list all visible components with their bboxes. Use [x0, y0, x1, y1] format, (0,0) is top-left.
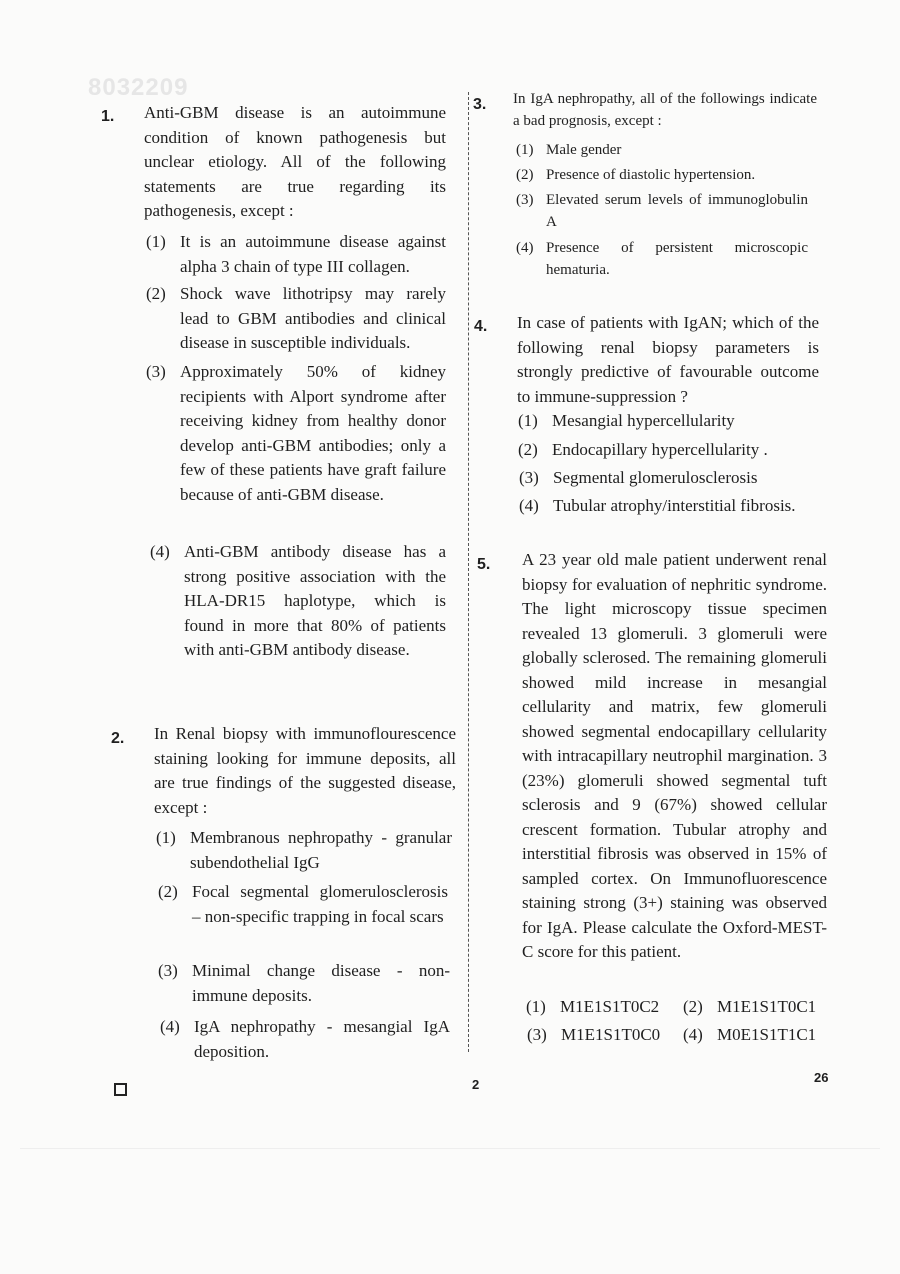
question-4-stem: In case of patients with IgAN; which of the following renal biopsy parameters is strongly predictive of favourable outcome to immune-suppression ? — [517, 313, 819, 406]
question-1-option-3 — [146, 360, 446, 507]
question-2-option-1 — [156, 826, 452, 875]
question-3-option-1 — [516, 139, 812, 161]
option-number: (4) — [160, 1017, 180, 1036]
question-1-option-2 — [146, 282, 446, 356]
option-number: (4) — [150, 542, 170, 561]
faint-stamp: 8032209 — [88, 74, 189, 101]
question-5-option-1 — [526, 995, 686, 1020]
question-3-stem: In IgA nephropathy, all of the followings indicate a bad prognosis, except : — [513, 91, 817, 129]
option-text: Segmental glomerulosclerosis — [553, 468, 758, 487]
option-text: Shock wave lithotripsy may rarely lead to GBM antibodies and clinical disease in susceptible individuals. — [180, 284, 446, 352]
option-number: (2) — [518, 440, 538, 459]
question-4-option-1 — [518, 409, 818, 434]
option-number: (1) — [156, 828, 176, 847]
option-text: Elevated serum levels of immunoglobulin A — [546, 192, 808, 230]
option-number: (3) — [146, 362, 166, 381]
option-number: (1) — [518, 411, 538, 430]
option-text: It is an autoimmune disease against alpha 3 chain of type III collagen. — [180, 232, 446, 276]
option-number: (3) — [527, 1025, 547, 1044]
option-text: Membranous nephropathy - granular subendothelial IgG — [190, 828, 452, 872]
option-number: (2) — [146, 284, 166, 303]
option-text: Approximately 50% of kidney recipients with Alport syndrome after receiving kidney from healthy donor develop anti-GBM antibodies; only a few of these patients have graft failure because of anti-GBM disease. — [180, 362, 446, 504]
page-number-right: 26 — [814, 1070, 829, 1085]
question-2-number: 2. — [111, 730, 125, 747]
question-5-stem: A 23 year old male patient underwent renal biopsy for evaluation of nephritic syndrome. The light microscopy tissue specimen revealed 13 glomeruli. 3 glomeruli were globally sclerosed. The remaining glomeruli showed mild increase in mesangial cellularity and matrix, few glomeruli showed segmental endocapillary cellularity with intracapillary neutrophil margination. 3 (23%) glomeruli showed segmental tuft sclerosis and 9 (67%) showed cellular crescent formation. Tubular atrophy and interstitial fibrosis was observed in 15% of sampled cortex. On Immunofluorescence staining strong (3+) staining was observed for IgA. Please calculate the Oxford-MEST-C score for this patient. — [522, 550, 827, 961]
question-4-option-2 — [518, 438, 818, 463]
question-3-option-4 — [516, 237, 808, 281]
page-number-center: 2 — [472, 1077, 480, 1092]
option-text: Anti-GBM antibody disease has a strong positive association with the HLA-DR15 haplotype, which is found in more that 80% of patients with anti-GBM antibody disease. — [184, 542, 446, 659]
option-number: (3) — [158, 961, 178, 980]
option-number: (4) — [519, 496, 539, 515]
option-text: Minimal change disease - non-immune deposits. — [192, 961, 450, 1005]
question-3-option-2 — [516, 164, 812, 186]
option-number: (2) — [516, 167, 534, 183]
question-5-option-4 — [683, 1023, 833, 1048]
column-divider — [468, 92, 469, 1052]
option-number: (1) — [526, 997, 546, 1016]
option-text: Endocapillary hypercellularity . — [552, 440, 768, 459]
option-number: (1) — [146, 232, 166, 251]
question-2-option-2 — [158, 880, 448, 929]
option-number: (3) — [516, 192, 534, 208]
option-text: M1E1S1T0C0 — [561, 1025, 661, 1044]
option-text: Mesangial hypercellularity — [552, 411, 735, 430]
question-1-number: 1. — [101, 108, 115, 125]
option-text: M1E1S1T0C2 — [560, 997, 660, 1016]
page-marker-square — [114, 1083, 127, 1096]
option-text: Presence of persistent microscopic hematuria. — [546, 240, 808, 278]
scan-artifact-line — [20, 1148, 880, 1149]
option-text: Male gender — [546, 142, 622, 158]
option-text: M0E1S1T1C1 — [717, 1025, 817, 1044]
option-number: (1) — [516, 142, 534, 158]
question-5-option-2 — [683, 995, 833, 1020]
question-4-option-3 — [519, 466, 819, 491]
question-3-option-3 — [516, 189, 808, 233]
question-1-option-1 — [146, 230, 446, 279]
question-2-option-4 — [160, 1015, 450, 1064]
option-number: (3) — [519, 468, 539, 487]
option-text: IgA nephropathy - mesangial IgA deposition. — [194, 1017, 450, 1061]
option-text: Tubular atrophy/interstitial fibrosis. — [553, 496, 796, 515]
option-number: (2) — [683, 997, 703, 1016]
option-text: Presence of diastolic hypertension. — [546, 167, 756, 183]
option-number: (2) — [158, 882, 178, 901]
question-5-number: 5. — [477, 556, 491, 573]
question-1-option-4 — [150, 540, 446, 663]
question-5-option-3 — [527, 1023, 687, 1048]
question-4-number: 4. — [474, 318, 488, 335]
question-4-option-4 — [519, 494, 819, 519]
question-2-option-3 — [158, 959, 450, 1008]
option-number: (4) — [516, 240, 534, 256]
question-1-stem: Anti-GBM disease is an autoimmune condition of known pathogenesis but unclear etiology. All of the following statements are true regarding its pathogenesis, except : — [144, 103, 446, 220]
question-2-stem: In Renal biopsy with immunoflourescence staining looking for immune deposits, all are true findings of the suggested disease, except : — [154, 724, 456, 817]
option-text: Focal segmental glomerulosclerosis – non-specific trapping in focal scars — [192, 882, 448, 926]
option-number: (4) — [683, 1025, 703, 1044]
option-text: M1E1S1T0C1 — [717, 997, 817, 1016]
question-3-number: 3. — [473, 96, 487, 113]
